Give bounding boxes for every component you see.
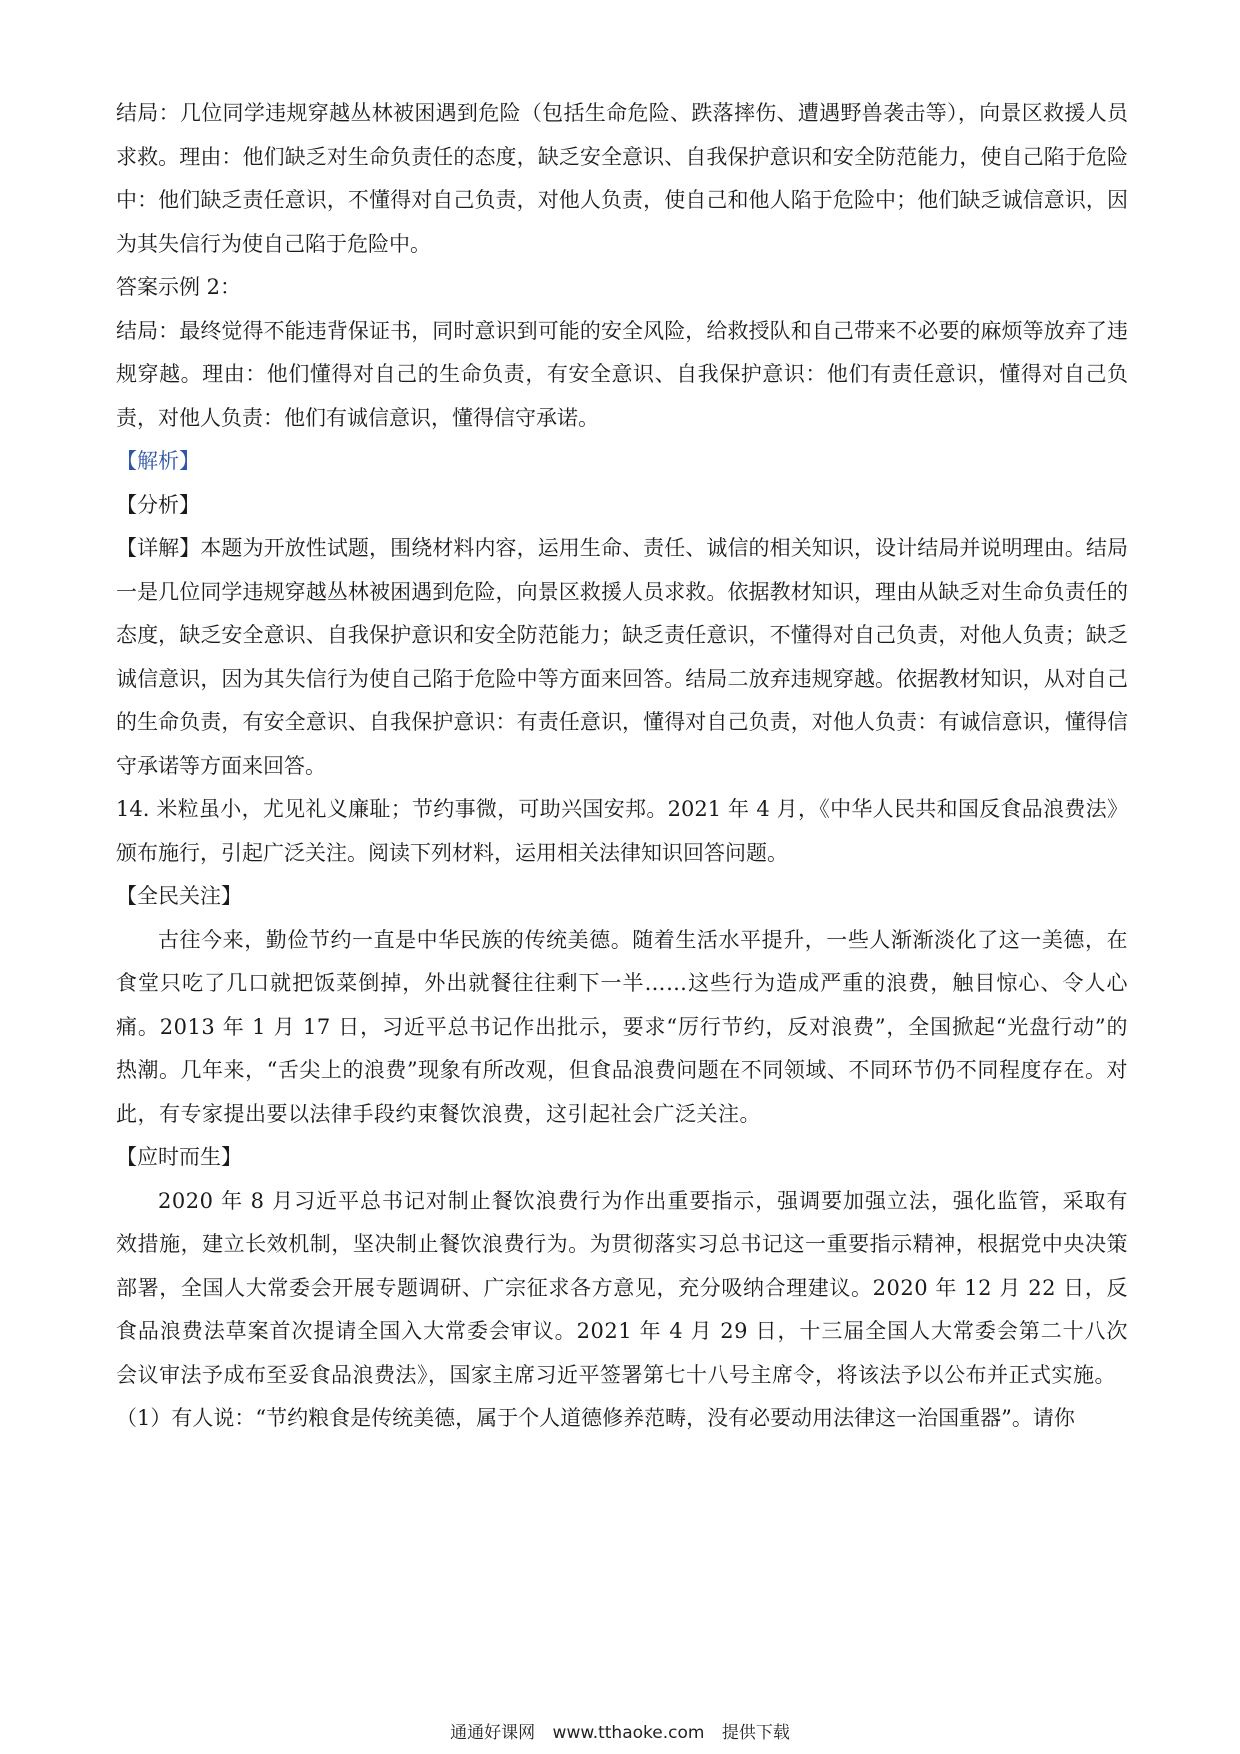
answer-example-2-paragraph: 结局：最终觉得不能违背保证书，同时意识到可能的安全风险，给救授队和自己带来不必要的麻烦等放弃了违规穿越。理由：他们懂得对自己的生命负责，有安全意识、自我保护意识：他们有责任意识，懂得对自己负责，对他人负责：他们有诚信意识，懂得信守承诺。 [116,318,1128,430]
footer-suffix: 提供下载 [721,1723,790,1743]
footer-url: www.tthaoke.com [552,1723,705,1743]
section-heading-timely-born: 【应时而生】 [116,1145,242,1169]
answer-example-1-paragraph: 结局：几位同学违规穿越丛林被困遇到危险（包括生命危险、跌落摔伤、遭遇野兽袭击等），向景区救援人员求救。理由：他们缺乏对生命负责任的态度，缺乏安全意识、自我保护意识和安全防范能力，使自己陷于危险中：他们缺乏责任意识，不懂得对自己负责，对他人负责，使自己和他人陷于危险中；他们缺乏诚信意识，因为其失信行为使自己陷于危险中。 [116,101,1128,256]
page-footer [0,1718,1240,1743]
section-heading-public-attention: 【全民关注】 [116,884,242,908]
answer-example-2-heading: 答案示例 2： [116,275,242,299]
analysis-heading: 【解析】 [116,449,200,473]
question-14-stem: 14. 米粒虽小，尤见礼义廉耻；节约事微，可助兴国安邦。2021 年 4 月，《中华人民共和国反食品浪费法》颁布施行，引起广泛关注。阅读下列材料，运用相关法律知识回答问题。 [116,797,1128,865]
material-paragraph-1: 古往今来，勤俭节约一直是中华民族的传统美德。随着生活水平提升，一些人渐渐淡化了这一美德，在食堂只吃了几口就把饭菜倒掉，外出就餐往往剩下一半……这些行为造成严重的浪费，触目惊心、令人心痛。2013 年 1 月 17 日，习近平总书记作出批示，要求“厉行节约，反对浪费”，全国掀起“光盘行动”的热潮。几年来，“舌尖上的浪费”现象有所改观，但食品浪费问题在不同领域、不同环节仍不同程度存在。对此，有专家提出要以法律手段约束餐饮浪费，这引起社会广泛关注。 [116,927,1128,1126]
sub-question-1: （1）有人说：“节约粮食是传统美德，属于个人道德修养范畴，没有必要动用法律这一治国重器”。请你 [116,1406,1075,1430]
analysis-subheading: 【分析】 [116,492,200,517]
document-body [116,92,1128,1441]
footer-site-name: 通通好课网 [450,1723,536,1743]
detailed-explanation-paragraph: 【详解】本题为开放性试题，围绕材料内容，运用生命、责任、诚信的相关知识，设计结局并说明理由。结局一是几位同学违规穿越丛林被困遇到危险，向景区救援人员求救。依据教材知识，理由从缺乏对生命负责任的态度，缺乏安全意识、自我保护意识和安全防范能力；缺乏责任意识，不懂得对自己负责，对他人负责；缺乏诚信意识，因为其失信行为使自己陷于危险中等方面来回答。结局二放弃违规穿越。依据教材知识，从对自己的生命负责，有安全意识、自我保护意识：有责任意识，懂得对自己负责，对他人负责：有诚信意识，懂得信守承诺等方面来回答。 [116,536,1128,778]
material-paragraph-2: 2020 年 8 月习近平总书记对制止餐饮浪费行为作出重要指示，强调要加强立法，强化监管，采取有效措施，建立长效机制，坚决制止餐饮浪费行为。为贯彻落实习总书记这一重要指示精神，根据党中央决策部署，全国人大常委会开展专题调研、广宗征求各方意见，充分吸纳合理建议。2020 年 12 月 22 日，反食品浪费法草案首次提请全国入大常委会审议。2021 年 4 月 29 日，十三届全国人大常委会第二十八次会议审法予成布至妥食品浪费法》，国家主席习近平签署第七十八号主席令，将该法予以公布并正式实施。 [116,1188,1128,1387]
